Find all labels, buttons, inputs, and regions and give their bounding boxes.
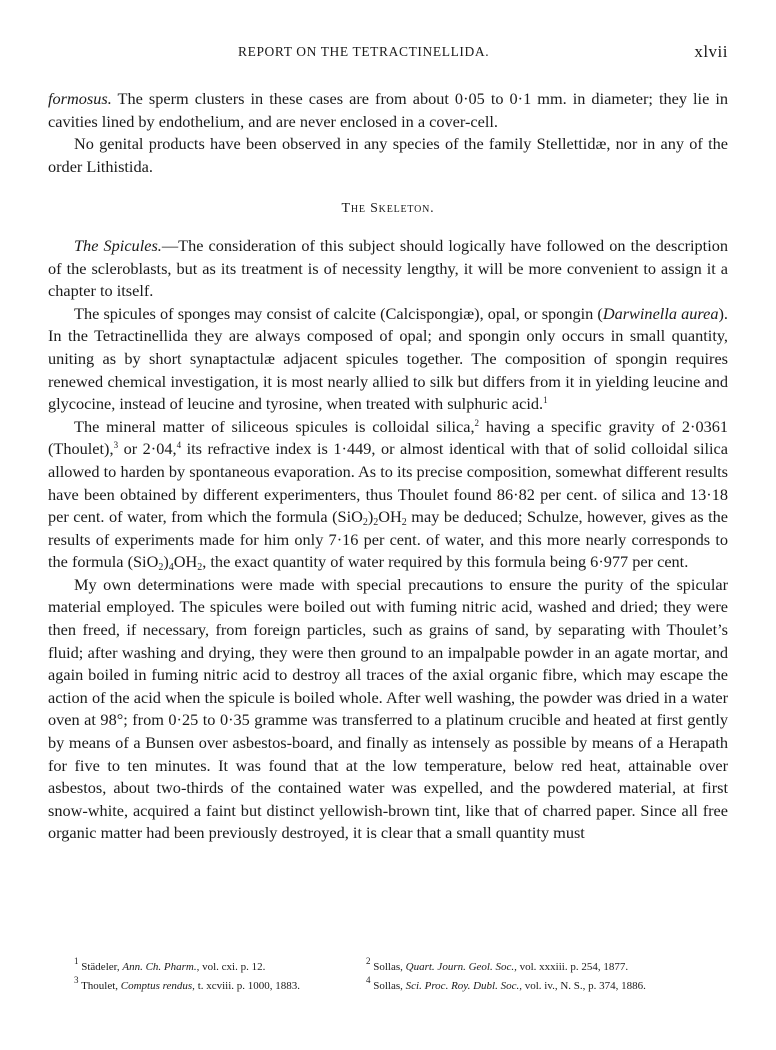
italic-species-name: Darwinella aurea: [602, 303, 719, 323]
body-text: [48, 88, 728, 845]
footnote-row: [48, 977, 728, 996]
paragraph-spicule-composition: The spicules of sponges may consist of calcite (Calcispongiæ), opal, or spongin (Darwinella aurea). In the Tetractinellida they are always composed of opal; and spongin only occurs in small quantity, uniting as by short synaptactulæ adjacent spicules together. The composition of spongin requires renewed chemical investigation, it is most nearly allied to silk but differs from it in yielding leucine and glycocine, instead of leucine and tyrosine, when treated with sulphuric acid.$^1$: [48, 303, 728, 414]
footnote-ref: 4: [176, 440, 182, 451]
paragraph-sperm-clusters: [48, 88, 728, 133]
footnote-4: $^4$ Sollas, Sci. Proc. Roy. Dubl. Soc., vol. iv., N. S., p. 374, 1886.: [366, 975, 646, 992]
footnote-3: $^3$ Thoulet, Comptus rendus, t. xcviii. p. 1000, 1883.: [74, 975, 301, 992]
paragraph-mineral-matter: The mineral matter of siliceous spicules is colloidal silica,$^2$ having a specific gravity of 2·0361 (Thoulet),$^3$ or 2·04,$^4$ its refractive index is 1·449, or almost identical with that of solid colloidal silica allowed to harden by spontaneous evaporation. As to its precise composition, somewhat different results have been obtained by different experimenters, thus Thoulet found 86·82 per cent. of silica and 13·18 per cent. of water, from which the formula $(SiO_2)_2OH_2$ may be deduced; Schulze, however, gives as the results of experiments made for him only 7·16 per cent. of water, and this more nearly corresponds to the formula $(SiO_2)_4OH_2$, the exact quantity of water required by this formula being 6·977 per cent.: [48, 416, 729, 574]
paragraph-genital-products: No genital products have been observed in any species of the family Stellettidæ, nor in any of the order Lithistida.: [48, 134, 728, 176]
page-number: xlvii: [694, 42, 728, 61]
footnotes: [48, 958, 728, 996]
paragraph-spicules-intro: [48, 235, 728, 303]
paragraph-text: The sperm clusters in these cases are from about 0·05 to 0·1 mm. in diameter; they lie in cavities lined by endothelium, and are never enclosed in a cover-cell.: [48, 89, 728, 131]
italic-subheading: The Spicules.: [74, 235, 162, 255]
running-title: REPORT ON THE TETRACTINELLIDA.: [238, 44, 490, 59]
footnote-ref: 3: [113, 440, 119, 451]
paragraph-own-determinations: My own determinations were made with special precautions to ensure the purity of the spicular material employed. The spicules were boiled out with fuming nitric acid, washed and dried; they were then freed, if necessary, from foreign particles, such as grains of sand, by separating with Thoulet’s fluid; after washing and drying, they were then ground to an impalpable powder in an agate mortar, and again boiled in fuming nitric acid to destroy all traces of the axial organic fibre, which may escape the action of the acid when the spicule is boiled whole. After well washing, the powder was dried in a water oven at 98°; from 0·25 to 0·35 gramme was transferred to a platinum crucible and heated at first gently by means of a Bunsen over asbestos-board, and finally as intensely as possible by means of a Herapath for five to ten minutes. It was found that at the low temperature, below red heat, attainable over asbestos, about two-thirds of the contained water was expelled, and the powdered material, at first snow-white, acquired a faint but distinct yellowish-brown tint, like that of charred paper. Since all free organic matter had been previously destroyed, it is clear that a small quantity must: [48, 574, 728, 843]
footnote-2: $^2$ Sollas, Quart. Journ. Geol. Soc., vol. xxxiii. p. 254, 1877.: [366, 956, 629, 973]
section-heading-text: The Skeleton.: [341, 201, 435, 217]
italic-species-name: formosus.: [48, 89, 112, 108]
footnote-row: [48, 958, 728, 977]
paragraph-text: —The consideration of this subject should logically have followed on the description of the scleroblasts, but as its treatment is of necessity lengthy, it will be more convenient to assign it a chapter to itself.: [48, 235, 728, 301]
running-header: [48, 44, 728, 66]
footnote-1: $^1$ Städeler, Ann. Ch. Pharm., vol. cxi. p. 12.: [74, 956, 266, 973]
section-heading: [48, 198, 728, 221]
footnote-ref: 1: [543, 395, 548, 406]
footnote-ref: 2: [474, 417, 480, 428]
